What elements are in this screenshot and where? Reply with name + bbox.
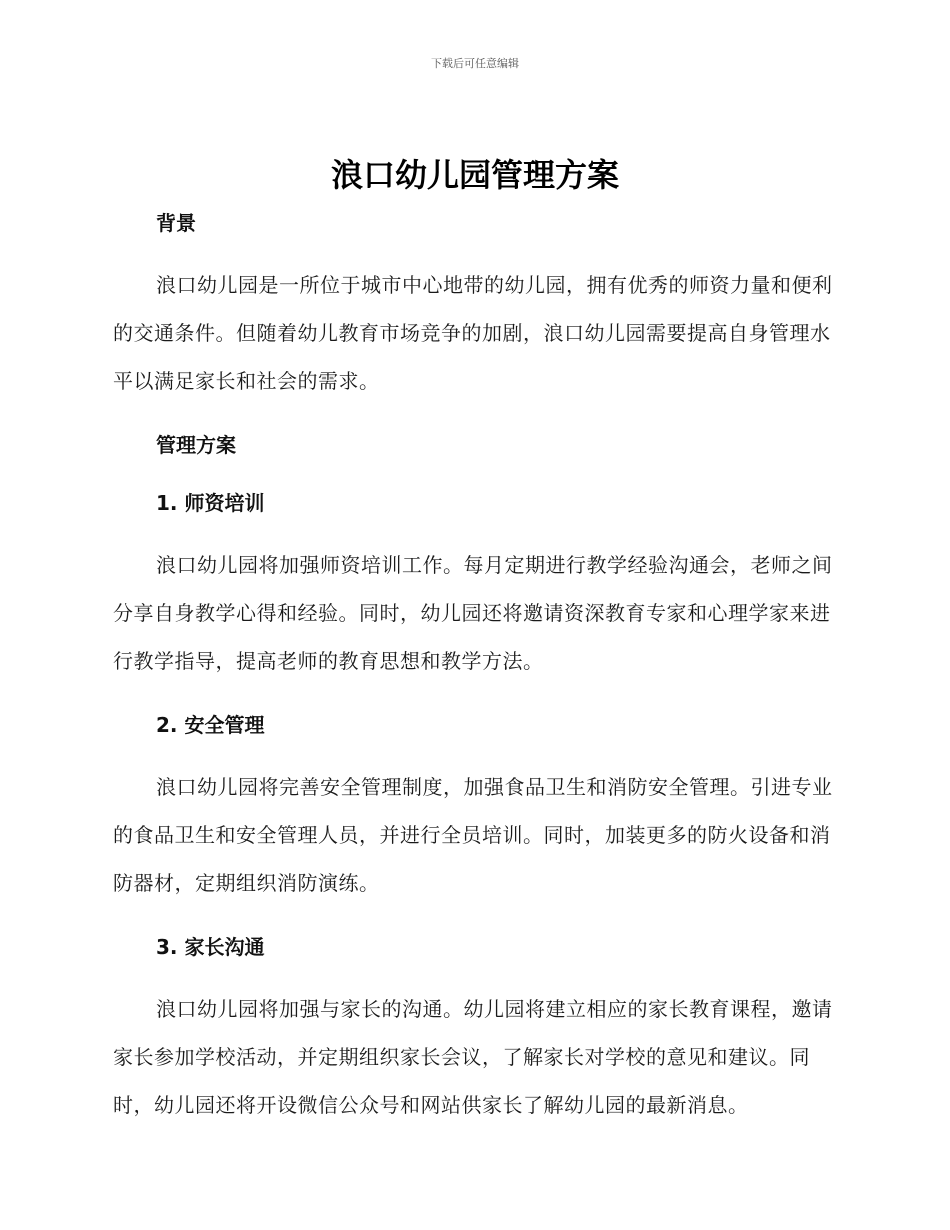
section-heading-plan: 管理方案 <box>156 433 236 457</box>
header-note: 下载后可任意编辑 <box>431 57 519 70</box>
paragraph-background: 浪口幼儿园是一所位于城市中心地带的幼儿园，拥有优秀的师资力量和便利的交通条件。但随着幼儿教育市场竞争的加剧，浪口幼儿园需要提高自身管理水平以满足家长和社会的需求。 <box>113 273 833 393</box>
document-title: 浪口幼儿园管理方案 <box>330 156 619 194</box>
document-body <box>113 205 833 1129</box>
section-heading-parent-communication: 3. 家长沟通 <box>156 935 265 959</box>
paragraph-safety-management: 浪口幼儿园将完善安全管理制度，加强食品卫生和消防安全管理。引进专业的食品卫生和安全管理人员，并进行全员培训。同时，加装更多的防火设备和消防器材，定期组织消防演练。 <box>113 775 833 895</box>
section-heading-background: 背景 <box>156 211 196 235</box>
paragraph-parent-communication: 浪口幼儿园将加强与家长的沟通。幼儿园将建立相应的家长教育课程，邀请家长参加学校活动，并定期组织家长会议，了解家长对学校的意见和建议。同时，幼儿园还将开设微信公众号和网站供家长了解幼儿园的最新消息。 <box>113 997 833 1117</box>
paragraph-teacher-training: 浪口幼儿园将加强师资培训工作。每月定期进行教学经验沟通会，老师之间分享自身教学心得和经验。同时，幼儿园还将邀请资深教育专家和心理学家来进行教学指导，提高老师的教育思想和教学方法。 <box>113 553 833 673</box>
section-heading-teacher-training: 1. 师资培训 <box>156 491 265 515</box>
section-heading-safety-management: 2. 安全管理 <box>156 713 265 737</box>
